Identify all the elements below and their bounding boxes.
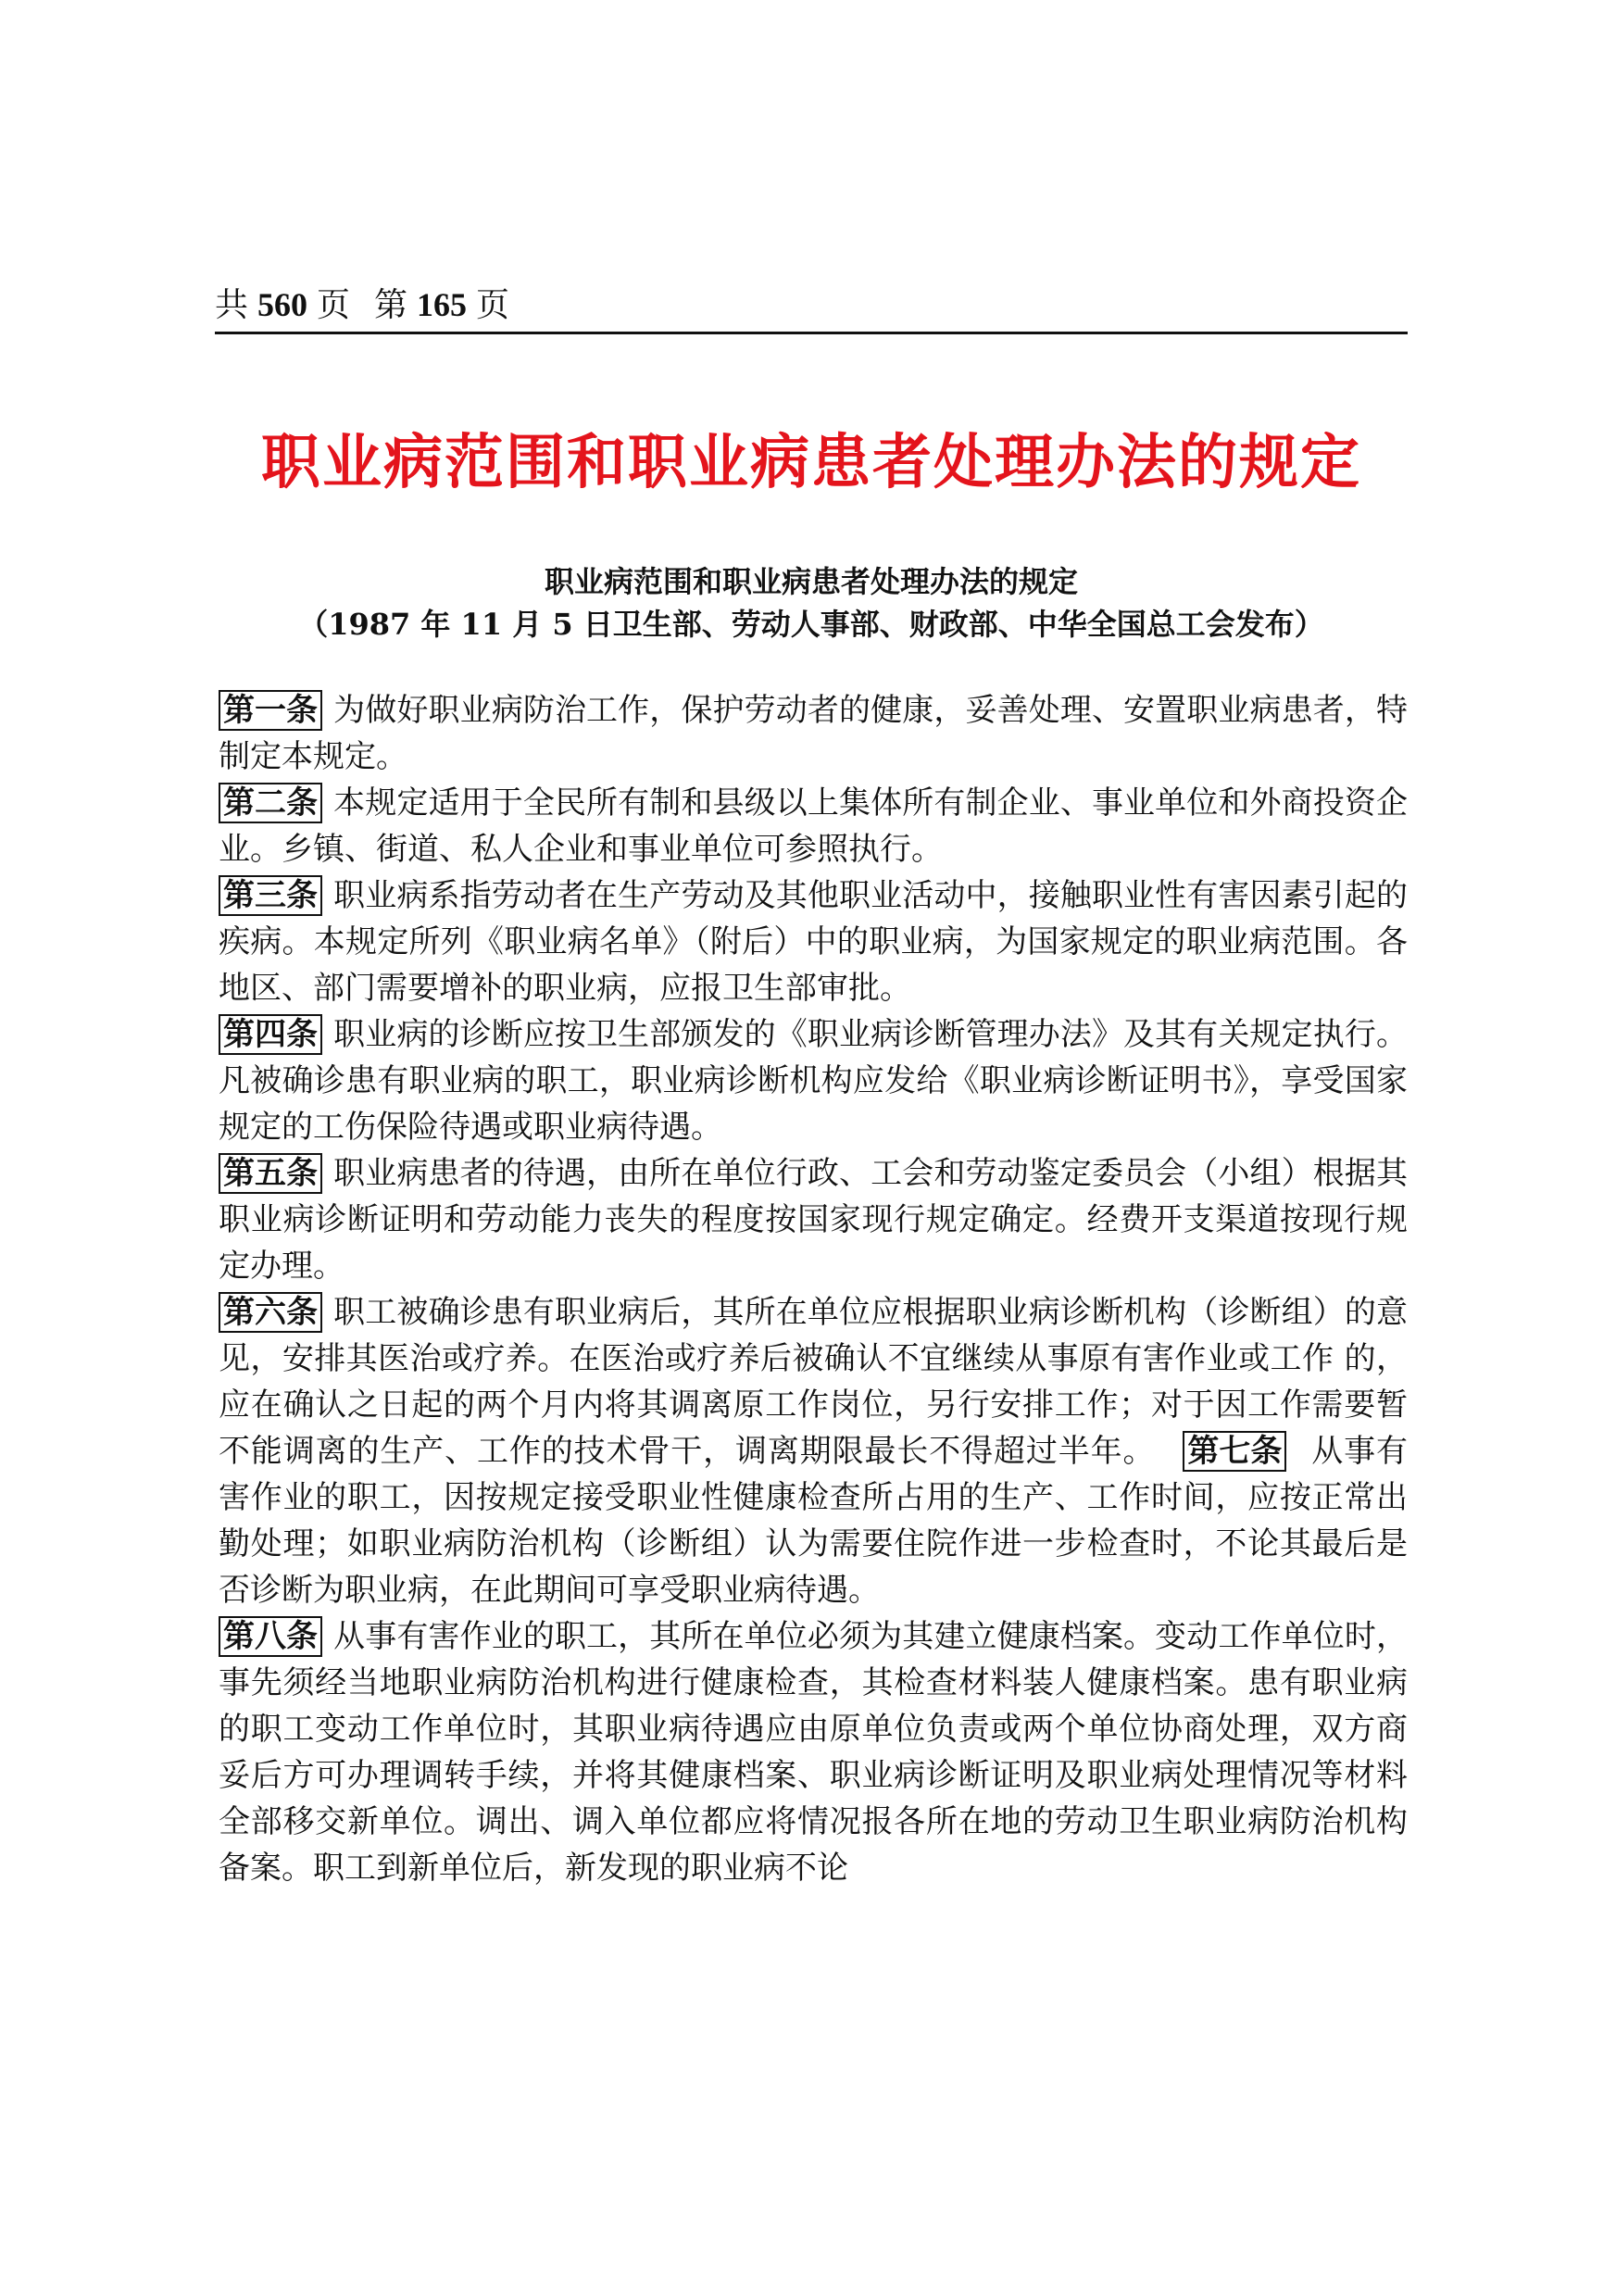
document-title: 职业病范围和职业病患者处理办法的规定 xyxy=(261,428,1361,497)
page-header xyxy=(215,282,1408,334)
current-page-number: 165 xyxy=(417,286,468,323)
article-text: 职工被确诊患有职业病后，其所在单位应根据职业病诊断机构（诊断组）的意见，安排其医治或疗养。在医治或疗养后被确认不宜继续从事原有害作业或工作 的，应在确认之日起的两个月内将其调离原工作岗位，另行安排工作；对于因工作需要暂不能调离的生产、工作的技术骨干，调离期限最长不得超过半年。 xyxy=(219,1294,1408,1470)
document-body xyxy=(219,687,1408,1891)
article-text: 职业病的诊断应按卫生部颁发的《职业病诊断管理办法》及其有关规定执行。凡被确诊患有职业病的职工，职业病诊断机构应发给《职业病诊断证明书》，享受国家规定的工伤保险待遇或职业病待遇。 xyxy=(219,1016,1408,1146)
article-label: 第八条 xyxy=(219,1616,322,1657)
article-1 xyxy=(219,687,1408,780)
article-text: 本规定适用于全民所有制和县级以上集体所有制企业、事业单位和外商投资企业。乡镇、街道、私人企业和事业单位可参照执行。 xyxy=(219,784,1408,868)
article-label: 第五条 xyxy=(219,1153,322,1194)
article-label: 第七条 xyxy=(1183,1431,1286,1472)
article-4 xyxy=(219,1011,1408,1150)
current-page-suffix: 页 xyxy=(476,286,510,324)
article-text: 从事有害作业的职工，其所在单位必须为其建立健康档案。变动工作单位时，事先须经当地职业病防治机构进行健康检查，其检查材料装人健康档案。患有职业病的职工变动工作单位时，其职业病待遇应由原单位负责或两个单位协商处理，双方商妥后方可办理调转手续，并将其健康档案、职业病诊断证明及职业病处理情况等材料全部移交新单位。调出、调入单位都应将情况报各所在地的劳动卫生职业病防治机构备案。职工到新单位后，新发现的职业病不论 xyxy=(219,1618,1408,1887)
article-label: 第四条 xyxy=(219,1014,322,1055)
total-pages-prefix: 共 xyxy=(215,286,249,324)
article-5 xyxy=(219,1150,1408,1289)
article-text: 职业病患者的待遇，由所在单位行政、工会和劳动鉴定委员会（小组）根据其职业病诊断证明和劳动能力丧失的程度按国家现行规定确定。经费开支渠道按现行规定办理。 xyxy=(219,1155,1408,1285)
total-pages-suffix: 页 xyxy=(317,286,351,324)
issue-info: （1987 年 11 月 5 日卫生部、劳动人事部、财政部、中华全国总工会发布） xyxy=(298,607,1324,642)
article-label: 第一条 xyxy=(219,690,322,731)
article-3 xyxy=(219,872,1408,1011)
article-6 xyxy=(219,1289,1408,1613)
article-label: 第三条 xyxy=(219,875,322,916)
article-label: 第二条 xyxy=(219,783,322,823)
document-subtitle: 职业病范围和职业病患者处理办法的规定 xyxy=(544,564,1078,599)
total-pages-number: 560 xyxy=(257,286,308,323)
article-label: 第六条 xyxy=(219,1292,322,1333)
article-2 xyxy=(219,780,1408,872)
current-page-prefix: 第 xyxy=(374,286,408,324)
article-text: 职业病系指劳动者在生产劳动及其他职业活动中，接触职业性有害因素引起的疾病。本规定所列《职业病名单》（附后）中的职业病，为国家规定的职业病范围。各地区、部门需要增补的职业病，应报卫生部审批。 xyxy=(219,877,1408,1007)
article-text: 从事有害作业的职工，因按规定接受职业性健康检查所占用的生产、工作时间，应按正常出勤处理；如职业病防治机构（诊断组）认为需要住院作进一步检查时，不论其最后是否诊断为职业病，在此期间可享受职业病待遇。 xyxy=(219,1433,1408,1609)
article-8 xyxy=(219,1613,1408,1891)
article-text: 为做好职业病防治工作，保护劳动者的健康，妥善处理、安置职业病患者，特制定本规定。 xyxy=(219,692,1408,775)
